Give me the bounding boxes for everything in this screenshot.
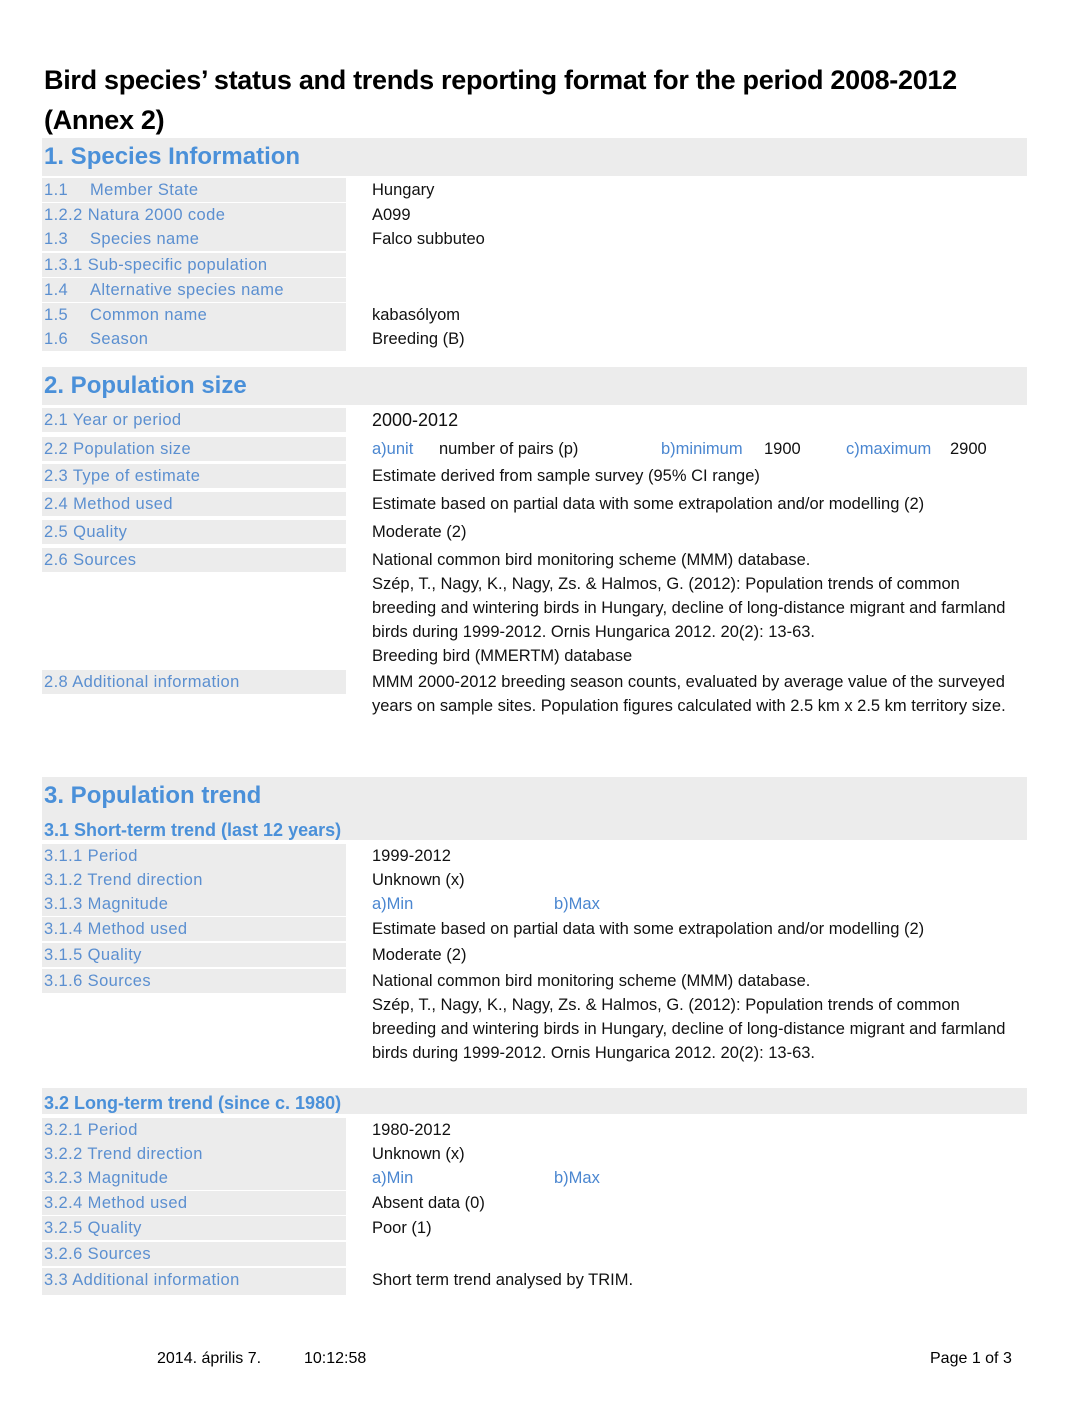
trend-additional-info-label: 3.3 Additional information [42,1268,346,1295]
unit-label: a)unit [372,440,414,458]
minimum-label: b)minimum [661,440,743,458]
population-size-label: 2.2 Population size [42,437,346,461]
section-2-header [42,367,1027,405]
population-size-values [372,437,1012,461]
title-line-1: Bird species’ status and trends reporting format for the period 2008-2012 [44,65,957,95]
section-1-header [42,138,1027,176]
maximum-value: 2900 [950,440,987,458]
document-title [44,60,1044,140]
footer-page-number: Page 1 of 3 [930,1350,1012,1367]
long-direction-value: Unknown (x) [372,1145,465,1163]
long-direction-label: 3.2.2 Trend direction [42,1142,346,1166]
type-estimate-label: 2.3 Type of estimate [42,464,346,488]
row-subspecific-label: 1.3.1 Sub-specific population [42,253,346,277]
long-quality-value: Poor (1) [372,1219,432,1237]
member-state-value: Hungary [372,181,435,199]
row-member-state-label: 1.1 Member State [42,178,346,202]
species-name-value: Falco subbuteo [372,230,485,248]
row-natura-code-label: 1.2.2 Natura 2000 code [42,203,346,227]
method-used-label: 2.4 Method used [42,492,346,516]
long-period-value: 1980-2012 [372,1121,451,1139]
short-magnitude-values [372,892,1012,916]
short-magnitude-label: 3.1.3 Magnitude [42,892,346,916]
section-1-heading: 1. Species Information [44,143,301,170]
short-method-label: 3.1.4 Method used [42,917,346,941]
method-used-value: Estimate based on partial data with some extrapolation and/or modelling (2) [372,495,925,513]
section-3-heading: 3. Population trend [44,782,262,809]
season-value: Breeding (B) [372,330,465,348]
short-direction-label: 3.1.2 Trend direction [42,868,346,892]
row-species-name-label: 1.3 Species name [42,227,346,251]
long-period-label: 3.2.1 Period [42,1118,346,1142]
title-line-2: (Annex 2) [44,105,165,135]
row-alt-name-label: 1.4 Alternative species name [42,278,346,302]
footer-date: 2014. április 7. [157,1350,262,1367]
quality-value: Moderate (2) [372,523,467,541]
row-common-name-label: 1.5 Common name [42,303,346,327]
long-magnitude-label: 3.2.3 Magnitude [42,1166,346,1190]
additional-info-label: 2.8 Additional information [42,670,346,694]
sources-label: 2.6 Sources [42,548,346,572]
footer-time: 10:12:58 [304,1350,367,1367]
short-quality-value: Moderate (2) [372,946,467,964]
short-quality-label: 3.1.5 Quality [42,943,346,967]
long-quality-label: 3.2.5 Quality [42,1216,346,1240]
trend-additional-info-value: Short term trend analysed by TRIM. [372,1271,634,1289]
unit-value: number of pairs (p) [439,440,579,458]
short-sources-label: 3.1.6 Sources [42,969,346,993]
year-period-label: 2.1 Year or period [42,408,346,432]
sources-value: National common bird monitoring scheme (MMM) database. Szép, T., Nagy, K., Nagy, Zs. & Halmos, G. (2012): Population trends of common breeding and wintering birds in Hungary, decline of long-distance migrant and farmland birds during 1999-2012. Ornis Hungarica 2012. 20(2): 13-63. Breeding bird (MMERTM) database [372,551,1006,665]
natura-code-value: A099 [372,206,411,224]
short-term-heading: 3.1 Short-term trend (last 12 years) [44,820,342,840]
long-magnitude-values [372,1166,1012,1190]
short-sources-value: National common bird monitoring scheme (MMM) database. Szép, T., Nagy, K., Nagy, Zs. & Halmos, G. (2012): Population trends of common breeding and wintering birds in Hungary, decline of long-distance migrant and farmland birds during 1999-2012. Ornis Hungarica 2012. 20(2): 13-63. [372,972,1006,1062]
quality-label: 2.5 Quality [42,520,346,544]
short-period-label: 3.1.1 Period [42,844,346,868]
long-min-label: a)Min [372,1169,414,1187]
long-sources-label: 3.2.6 Sources [42,1242,346,1266]
minimum-value: 1900 [764,440,801,458]
maximum-label: c)maximum [846,440,932,458]
short-method-value: Estimate based on partial data with some extrapolation and/or modelling (2) [372,920,925,938]
short-max-label: b)Max [554,895,600,913]
additional-info-value: MMM 2000-2012 breeding season counts, evaluated by average value of the surveyed years on sample sites. Population figures calculated with 2.5 km x 2.5 km territory size. [372,673,1006,715]
short-period-value: 1999-2012 [372,847,451,865]
short-direction-value: Unknown (x) [372,871,465,889]
long-method-value: Absent data (0) [372,1194,485,1212]
common-name-value: kabasólyom [372,306,461,324]
long-term-heading: 3.2 Long-term trend (since c. 1980) [44,1093,342,1113]
year-period-value: 2000-2012 [372,410,459,430]
long-max-label: b)Max [554,1169,600,1187]
section-2-heading: 2. Population size [44,372,247,399]
short-min-label: a)Min [372,895,414,913]
type-estimate-value: Estimate derived from sample survey (95% CI range) [372,467,760,485]
row-season-label: 1.6 Season [42,327,346,351]
long-method-label: 3.2.4 Method used [42,1191,346,1215]
